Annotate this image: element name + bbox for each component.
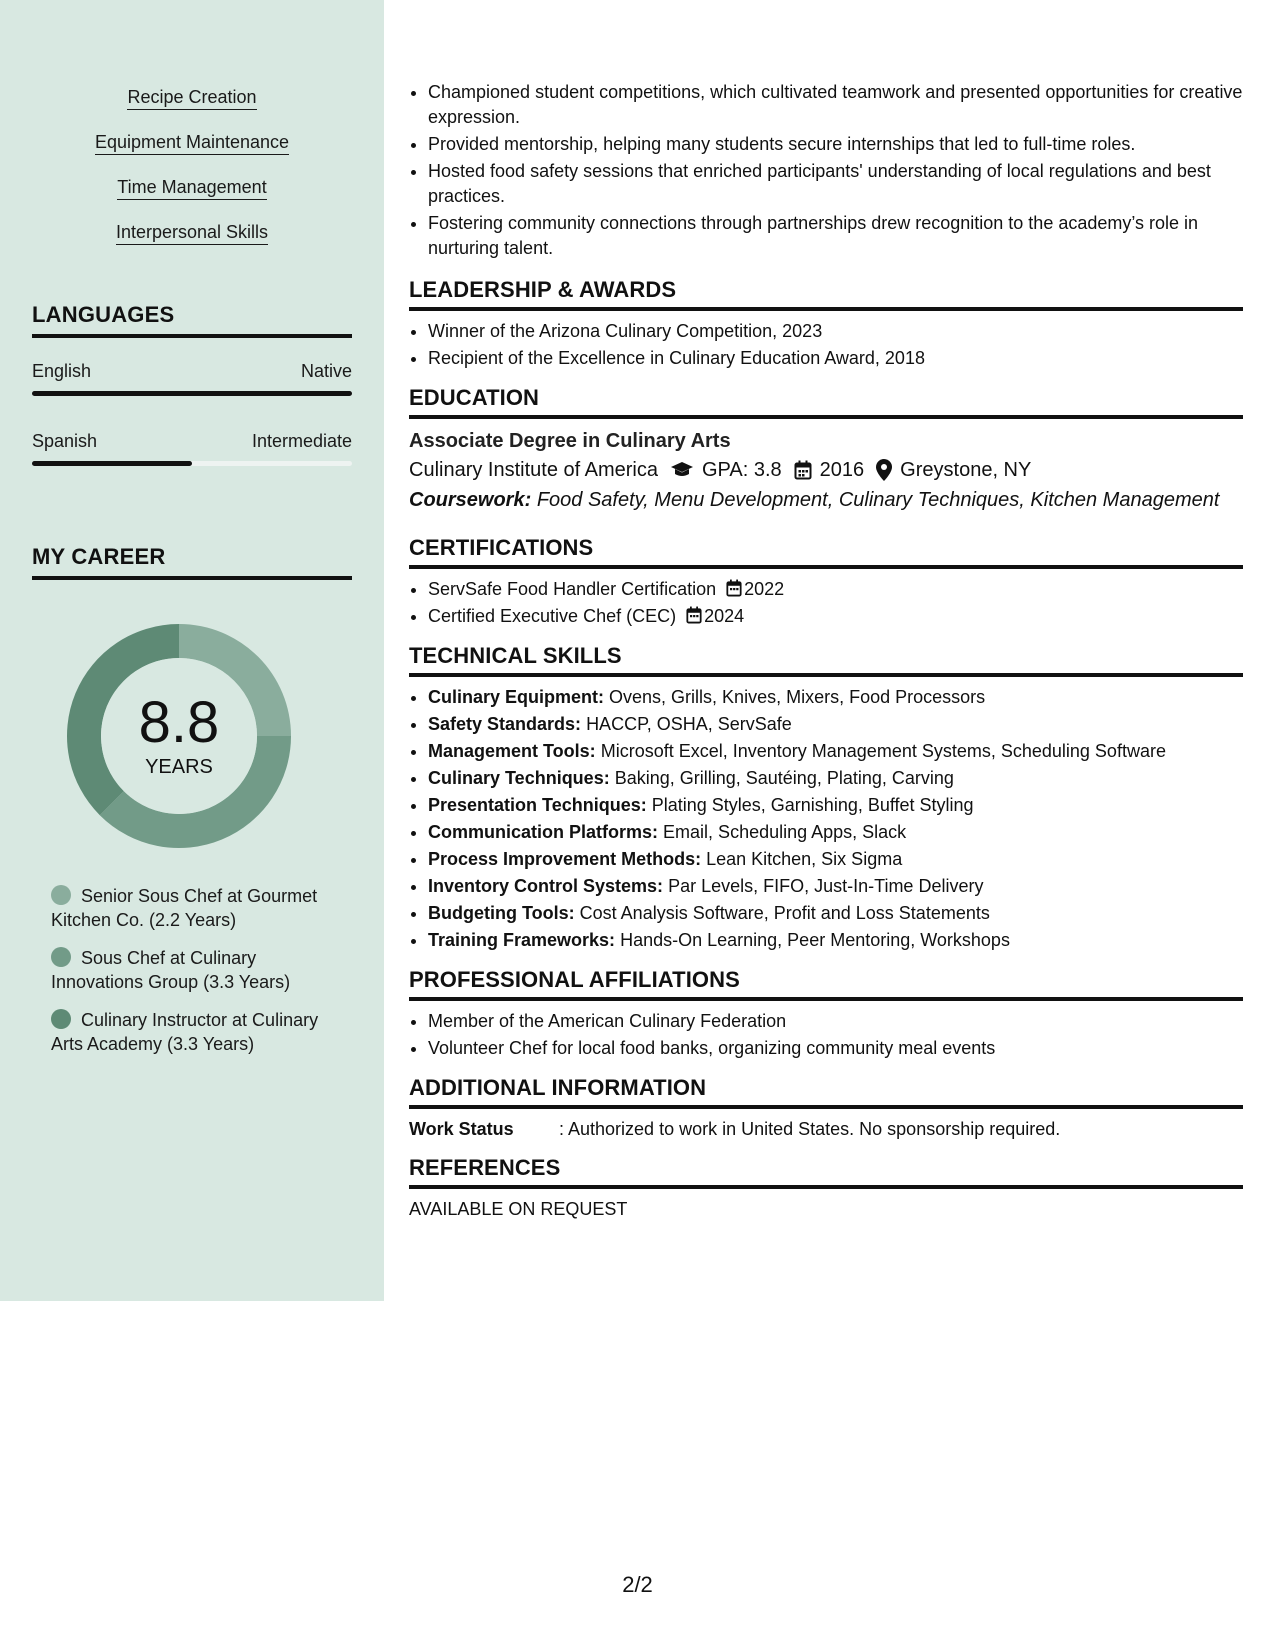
education-coursework bbox=[409, 485, 1243, 515]
technical-skill-label: Management Tools: bbox=[428, 741, 596, 761]
language-name: English bbox=[32, 361, 92, 381]
technical-skill-value: Hands-On Learning, Peer Mentoring, Workshops bbox=[620, 930, 1010, 950]
work-status bbox=[409, 1117, 1243, 1141]
experience-bullets bbox=[409, 80, 1243, 261]
page-number: 2/2 bbox=[622, 1572, 653, 1597]
skill-item: Recipe Creation bbox=[127, 86, 256, 110]
education-school: Culinary Institute of America bbox=[409, 459, 658, 481]
technical-skill-value: Baking, Grilling, Sautéing, Plating, Carving bbox=[614, 768, 954, 788]
language-english bbox=[32, 360, 352, 396]
legend-dot-icon bbox=[51, 885, 71, 905]
coursework-label: Coursework: bbox=[409, 489, 532, 511]
skill-item: Interpersonal Skills bbox=[116, 221, 268, 245]
legend-dot-icon bbox=[51, 947, 71, 967]
affiliation-item: • Volunteer Chef for local food banks, organizing community meal events bbox=[428, 1036, 1243, 1061]
languages-heading: LANGUAGES bbox=[32, 302, 352, 338]
technical-skill-value: Plating Styles, Garnishing, Buffet Styling bbox=[651, 795, 974, 815]
technical-skill-value: HACCP, OSHA, ServSafe bbox=[586, 714, 792, 734]
technical-skill-label: Process Improvement Methods: bbox=[428, 849, 702, 869]
technical-skills-list bbox=[409, 685, 1243, 953]
affiliations-heading: PROFESSIONAL AFFILIATIONS bbox=[409, 967, 1243, 1001]
career-donut-chart bbox=[62, 619, 296, 853]
certification-item bbox=[428, 604, 1243, 629]
technical-skill-item bbox=[428, 928, 1243, 953]
affiliation-item: • Member of the American Culinary Federation bbox=[428, 1009, 1243, 1034]
language-level: Intermediate bbox=[251, 431, 352, 451]
leadership-item: • Recipient of the Excellence in Culinary Education Award, 2018 bbox=[428, 346, 1243, 371]
technical-skill-item bbox=[428, 712, 1243, 737]
technical-skill-item bbox=[428, 739, 1243, 764]
leadership-list bbox=[409, 319, 1243, 371]
affiliations-list bbox=[409, 1009, 1243, 1061]
experience-bullet: • Provided mentorship, helping many students secure internships that led to full-time roles. bbox=[428, 132, 1243, 157]
calendar-icon bbox=[686, 606, 702, 624]
language-bar bbox=[32, 391, 352, 396]
experience-bullet: • Fostering community connections through partnerships drew recognition to the academy’s role in nurturing talent. bbox=[428, 211, 1243, 261]
education-gpa: GPA: 3.8 bbox=[702, 459, 782, 481]
education-degree: Associate Degree in Culinary Arts bbox=[409, 430, 731, 452]
certification-year: 2022 bbox=[744, 579, 785, 599]
calendar-icon bbox=[794, 460, 812, 480]
technical-skill-label: Safety Standards: bbox=[428, 714, 582, 734]
technical-skill-item bbox=[428, 874, 1243, 899]
technical-skill-item bbox=[428, 793, 1243, 818]
technical-skill-label: Inventory Control Systems: bbox=[428, 876, 664, 896]
language-bar-fill bbox=[32, 461, 192, 466]
technical-skill-value: Lean Kitchen, Six Sigma bbox=[706, 849, 903, 869]
references-heading: REFERENCES bbox=[409, 1155, 1243, 1189]
technical-skill-item bbox=[428, 847, 1243, 872]
language-name: Spanish bbox=[32, 431, 98, 451]
technical-skill-value: Par Levels, FIFO, Just-In-Time Delivery bbox=[668, 876, 984, 896]
experience-bullet: • Championed student competitions, which cultivated teamwork and presented opportunities for creative expression. bbox=[428, 80, 1243, 130]
technical-skill-value: Cost Analysis Software, Profit and Loss Statements bbox=[579, 903, 990, 923]
technical-skill-label: Training Frameworks: bbox=[428, 930, 616, 950]
coursework-value: Food Safety, Menu Development, Culinary Techniques, Kitchen Management bbox=[536, 489, 1220, 511]
technical-skill-item bbox=[428, 901, 1243, 926]
language-bar-fill bbox=[32, 391, 352, 396]
language-level: Native bbox=[300, 361, 352, 381]
career-legend-label: Senior Sous Chef at Gourmet Kitchen Co. (2.2 Years) bbox=[51, 886, 318, 930]
legend-dot-icon bbox=[51, 1009, 71, 1029]
certifications-list bbox=[409, 577, 1243, 629]
career-total-unit: YEARS bbox=[145, 756, 213, 778]
skills-list bbox=[0, 86, 384, 266]
technical-skill-label: Culinary Techniques: bbox=[428, 768, 610, 788]
language-bar bbox=[32, 461, 352, 466]
graduation-cap-icon bbox=[670, 461, 694, 479]
technical-skill-item bbox=[428, 685, 1243, 710]
career-legend-label: Culinary Instructor at Culinary Arts Academy (3.3 Years) bbox=[51, 1010, 319, 1054]
technical-skill-label: Budgeting Tools: bbox=[428, 903, 575, 923]
technical-skill-item bbox=[428, 766, 1243, 791]
career-legend bbox=[51, 884, 341, 1070]
references-text: AVAILABLE ON REQUEST bbox=[409, 1199, 628, 1219]
skill-item: Time Management bbox=[117, 176, 266, 200]
certification-year: 2024 bbox=[704, 606, 745, 626]
education-heading: EDUCATION bbox=[409, 385, 1243, 419]
technical-skill-item bbox=[428, 820, 1243, 845]
work-status-value: : Authorized to work in United States. No sponsorship required. bbox=[559, 1119, 1061, 1139]
leadership-heading: LEADERSHIP & AWARDS bbox=[409, 277, 1243, 311]
main-content bbox=[409, 80, 1243, 1221]
technical-skill-value: Microsoft Excel, Inventory Management Systems, Scheduling Software bbox=[600, 741, 1166, 761]
technical-skill-label: Culinary Equipment: bbox=[428, 687, 605, 707]
work-status-label: Work Status bbox=[409, 1119, 514, 1139]
career-legend-item bbox=[51, 884, 341, 932]
certification-name: ServSafe Food Handler Certification bbox=[428, 579, 717, 599]
career-heading: MY CAREER bbox=[32, 544, 352, 580]
technical-skill-label: Communication Platforms: bbox=[428, 822, 659, 842]
certifications-heading: CERTIFICATIONS bbox=[409, 535, 1243, 569]
calendar-icon bbox=[726, 579, 742, 597]
career-legend-item bbox=[51, 946, 341, 994]
experience-bullet: • Hosted food safety sessions that enriched participants' understanding of local regulations and best practices. bbox=[428, 159, 1243, 209]
sidebar bbox=[0, 0, 384, 1301]
skill-item: Equipment Maintenance bbox=[95, 131, 289, 155]
education-year: 2016 bbox=[819, 459, 865, 481]
certification-item bbox=[428, 577, 1243, 602]
language-spanish bbox=[32, 430, 352, 466]
career-legend-item bbox=[51, 1008, 341, 1056]
technical-skill-label: Presentation Techniques: bbox=[428, 795, 647, 815]
education-details bbox=[409, 455, 1243, 485]
technical-skill-value: Email, Scheduling Apps, Slack bbox=[663, 822, 907, 842]
technical-skills-heading: TECHNICAL SKILLS bbox=[409, 643, 1243, 677]
certification-name: Certified Executive Chef (CEC) bbox=[428, 606, 677, 626]
additional-info-heading: ADDITIONAL INFORMATION bbox=[409, 1075, 1243, 1109]
education-location: Greystone, NY bbox=[900, 459, 1032, 481]
career-total-years: 8.8 bbox=[138, 690, 220, 755]
career-legend-label: Sous Chef at Culinary Innovations Group (3.3 Years) bbox=[51, 948, 291, 992]
map-pin-icon bbox=[876, 459, 892, 481]
technical-skill-value: Ovens, Grills, Knives, Mixers, Food Processors bbox=[609, 687, 986, 707]
leadership-item: • Winner of the Arizona Culinary Competition, 2023 bbox=[428, 319, 1243, 344]
